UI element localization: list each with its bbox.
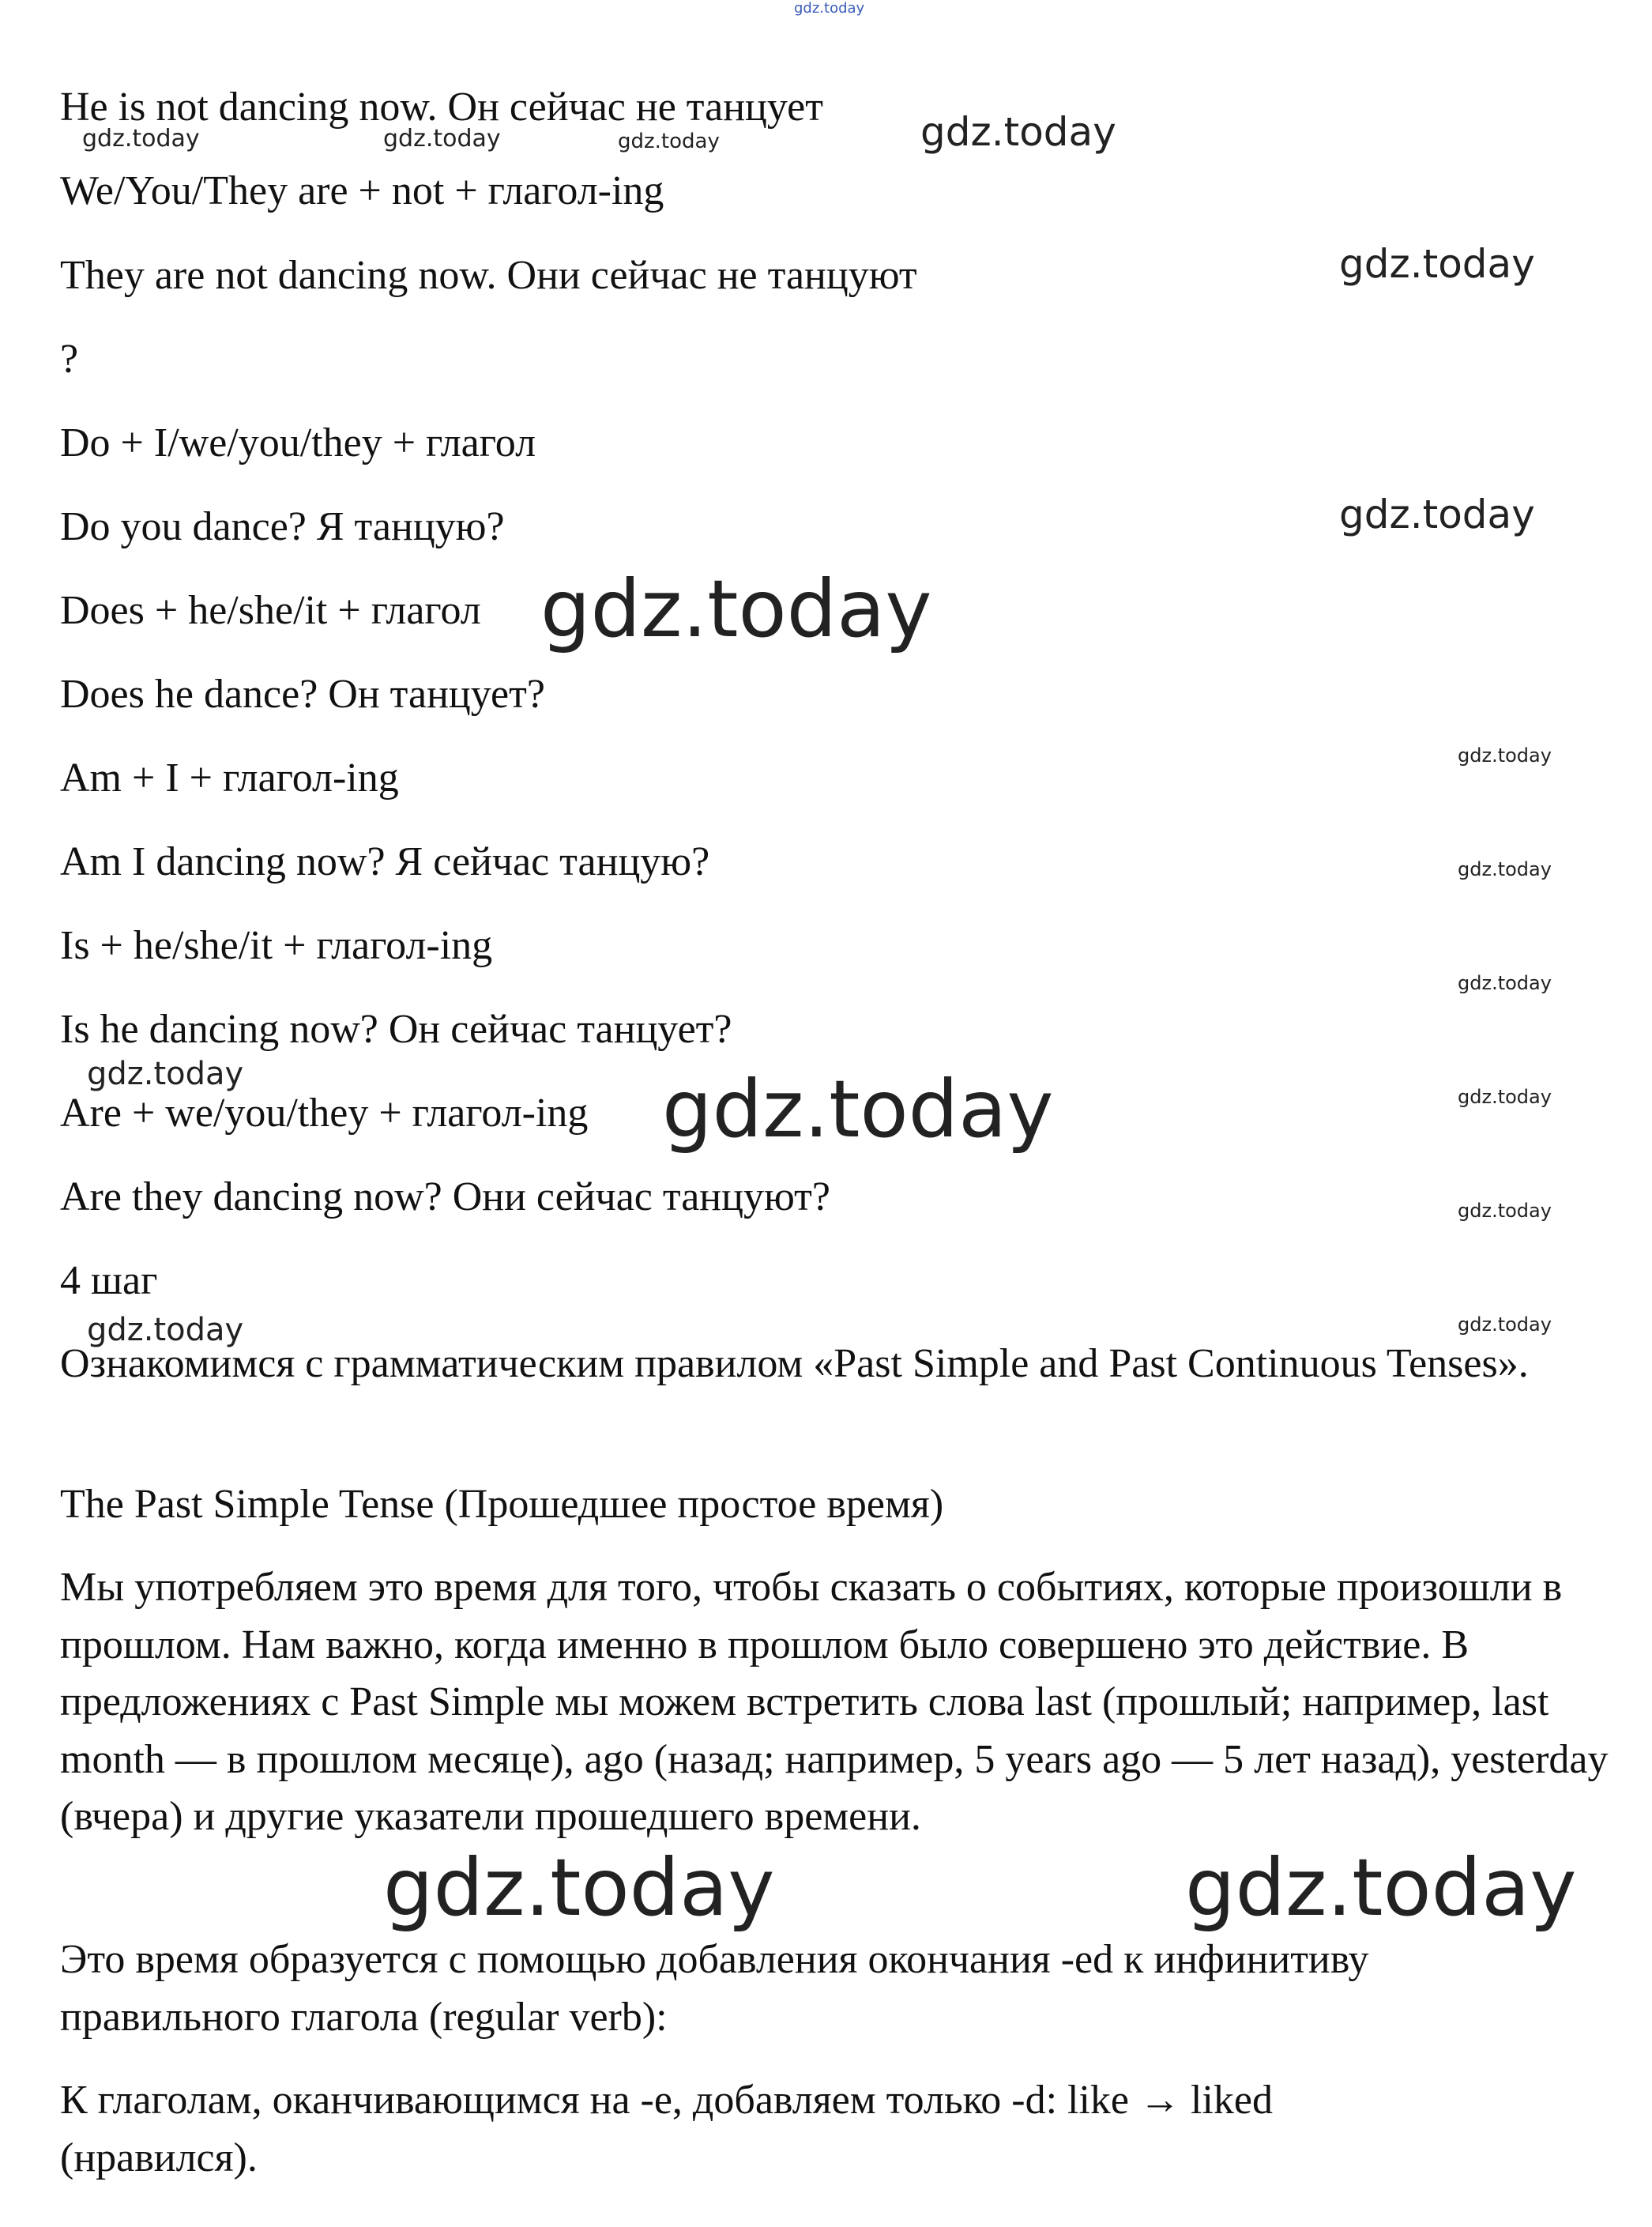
text-line-12: Is he dancing now? Он сейчас танцует?: [60, 1007, 732, 1052]
watermark: gdz.today: [383, 125, 501, 153]
text-line-15: 4 шаг: [60, 1258, 158, 1303]
text-line-4: ?: [60, 337, 79, 382]
text-line-9: Am + I + глагол-ing: [60, 756, 399, 801]
text-line-8: Does he dance? Он танцует?: [60, 672, 545, 717]
paragraph-ending-rule: К глаголам, оканчивающимся на -e, добавляем только -d: like → liked (нравился).: [60, 2078, 1273, 2180]
text-line-6: Do you dance? Я танцую?: [60, 504, 505, 549]
watermark: gdz.today: [383, 1841, 775, 1934]
paragraph-intro: Ознакомимся с грамматическим правилом «Past Simple and Past Continuous Tenses».: [60, 1341, 1529, 1386]
watermark: gdz.today: [920, 109, 1116, 155]
watermark: gdz.today: [87, 1056, 244, 1092]
paragraph-formation: Это время образуется с помощью добавления окончания -ed к инфинитиву правильного глагола (regular verb):: [60, 1937, 1369, 2040]
watermark: gdz.today: [87, 1312, 244, 1348]
watermark: gdz.today: [1458, 744, 1552, 767]
text-line-13: Are + we/you/they + глагол-ing: [60, 1091, 589, 1136]
watermark: gdz.today: [1185, 1841, 1577, 1934]
text-line-1: He is not dancing now. Он сейчас не танцует: [60, 85, 823, 130]
text-line-10: Am I dancing now? Я сейчас танцую?: [60, 839, 710, 884]
text-line-5: Do + I/we/you/they + глагол: [60, 420, 536, 465]
watermark: gdz.today: [1458, 1313, 1552, 1336]
watermark: gdz.today: [1339, 492, 1535, 537]
text-line-2: We/You/They are + not + глагол-ing: [60, 168, 664, 213]
watermark: gdz.today: [662, 1063, 1054, 1155]
watermark: gdz.today: [1458, 858, 1552, 880]
text-line-3: They are not dancing now. Они сейчас не танцуют: [60, 253, 917, 298]
text-line-7: Does + he/she/it + глагол: [60, 588, 481, 633]
text-line-11: Is + he/she/it + глагол-ing: [60, 923, 493, 968]
watermark: gdz.today: [618, 130, 720, 153]
watermark: gdz.today: [540, 563, 932, 655]
text-line-14: Are they dancing now? Они сейчас танцуют?: [60, 1174, 830, 1219]
watermark: gdz.today: [1458, 1200, 1552, 1222]
watermark: gdz.today: [82, 125, 200, 153]
watermark-top: gdz.today: [794, 0, 865, 17]
watermark: gdz.today: [1458, 1086, 1552, 1108]
watermark: gdz.today: [1339, 241, 1535, 287]
section-heading-past-simple: The Past Simple Tense (Прошедшее простое время): [60, 1482, 944, 1527]
paragraph-usage: Мы употребляем это время для того, чтобы сказать о событиях, которые произошли в прошлом. Нам важно, когда именно в прошлом было совершено это действие. В предложениях с Past Simple мы можем встретить слова last (прошлый; например, last month — в прошлом месяце), ago (назад; например, 5 years ago — 5 лет назад), yesterday (вчера) и другие указатели прошедшего времени.: [60, 1565, 1609, 1839]
watermark: gdz.today: [1458, 972, 1552, 994]
